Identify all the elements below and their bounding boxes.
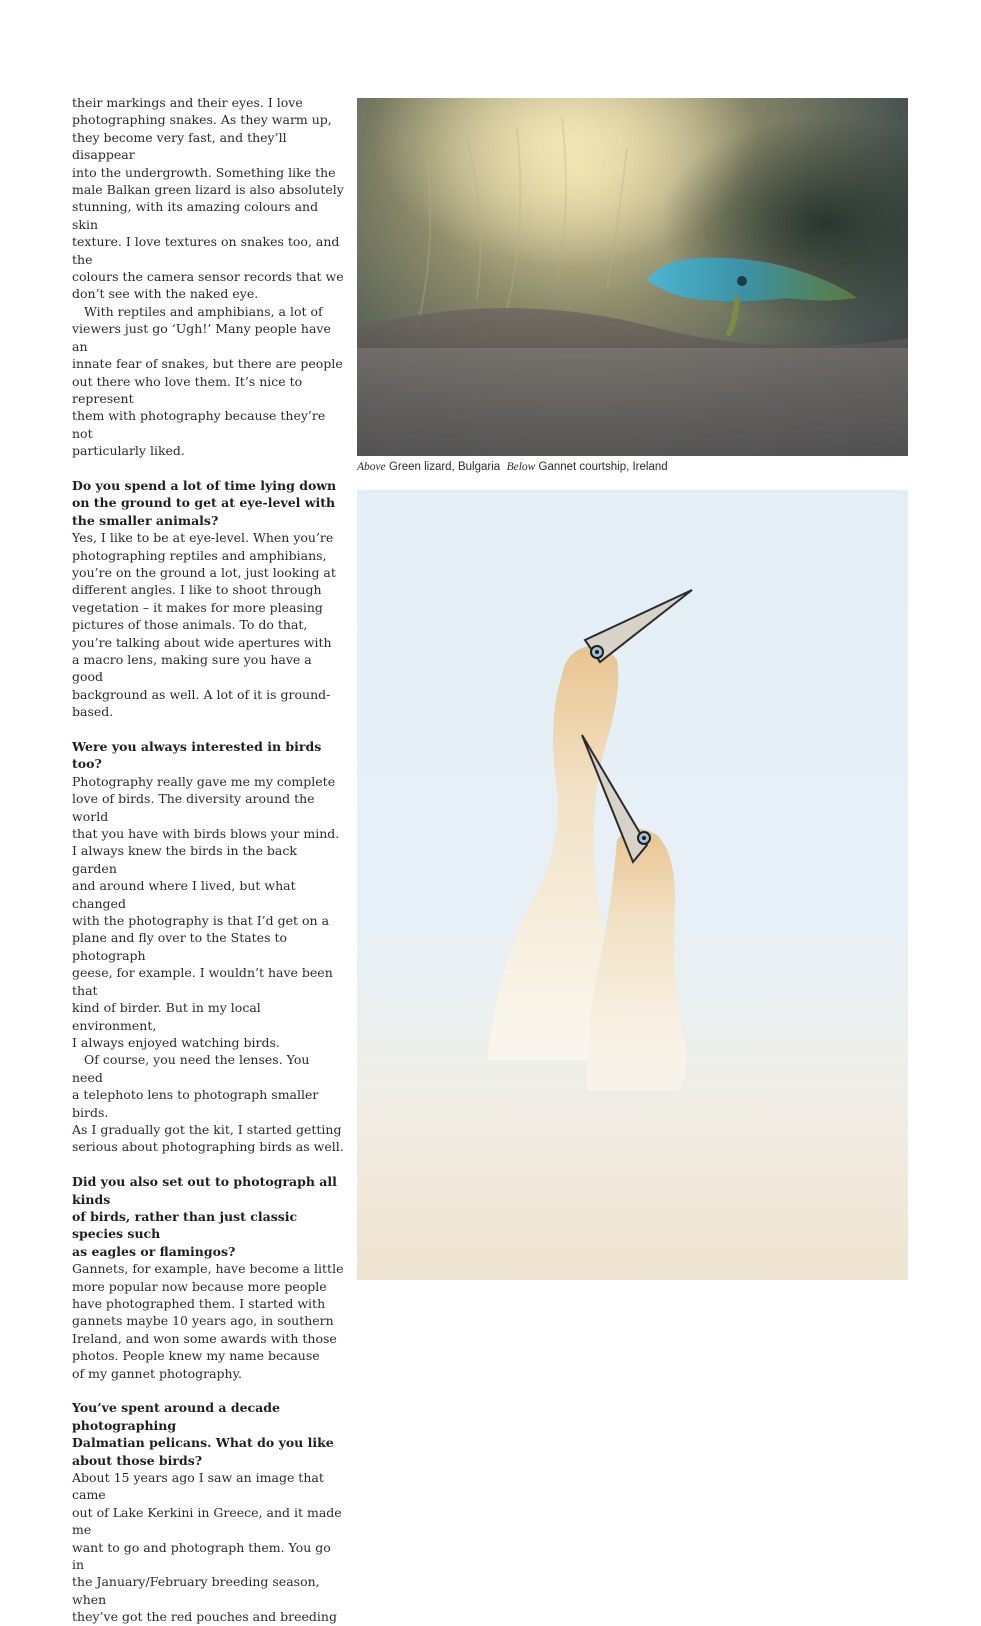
paragraph-1: their markings and their eyes. I love photographing snakes. As they warm up, they become very fast, and they’ll disappear into the undergrowth. Something like the male Balkan green lizard is also absolutely stunning, with its amazing colours and skin texture. I love textures on snakes too, and the colours the camera sensor records that we don’t see with the naked eye.	[72, 95, 344, 302]
question-pelicans: You’ve spent around a decade photographing Dalmatian pelicans. What do you like about those birds?	[72, 1400, 334, 1468]
paragraph-2: With reptiles and amphibians, a lot of viewers just go ‘Ugh!’ Many people have an innate fear of snakes, but there are people out there who love them. It’s nice to represent them with photography because they’re not particularly liked.	[72, 303, 343, 459]
paragraph-lenses: Of course, you need the lenses. You need a telephoto lens to photograph smaller birds. As I gradually got the kit, I started getting serious about photographing birds as well.	[72, 1052, 344, 1155]
answer-birds: Photography really gave me my complete love of birds. The diversity around the world that you have with birds blows your mind. I always knew the birds in the back garden and around where I lived, but what changed with the photography is that I’d get on a plane and fly over to the States to photograph geese, for example. I wouldn’t have been that kind of birder. But in my local environment, I always enjoyed watching birds.	[72, 773, 340, 1050]
caption-below-text: Gannet courtship, Ireland	[538, 461, 668, 473]
question-eye-level: Do you spend a lot of time lying down on the ground to get at eye-level with the smaller animals?	[72, 477, 337, 528]
caption-above-text: Green lizard, Bulgaria	[388, 461, 501, 473]
caption-above-label: Above	[357, 461, 386, 473]
lizard-photo	[357, 98, 908, 456]
answer-pelicans: About 15 years ago I saw an image that came out of Lake Kerkini in Greece, and it made me want to go and photograph them. You go in the January/February breeding season, when they’ve got the red pouches and breeding	[72, 1470, 342, 1625]
article-column	[72, 94, 344, 1626]
answer-eye-level: Yes, I like to be at eye-level. When you’re photographing reptiles and amphibians, you’re on the ground a lot, just looking at different angles. I like to shoot through vegetation – it makes for more pleasing pictures of those animals. To do that, you’re talking about wide apertures with a macro lens, making sure you have a good background as well. A lot of it is ground-based.	[72, 530, 336, 720]
answer-all-kinds: Gannets, for example, have become a little more popular now because more people have photographed them. I started with gannets maybe 10 years ago, in southern Ireland, and won some awards with those photos. People knew my name because of my gannet photography.	[72, 1261, 344, 1381]
caption-below-label: Below	[506, 461, 536, 473]
question-all-kinds: Did you also set out to photograph all kinds of birds, rather than just classic species such as eagles or flamingos?	[72, 1174, 337, 1259]
question-birds: Were you always interested in birds too?	[72, 739, 322, 772]
photo-caption	[357, 461, 917, 473]
gannet-photo	[357, 490, 908, 1280]
